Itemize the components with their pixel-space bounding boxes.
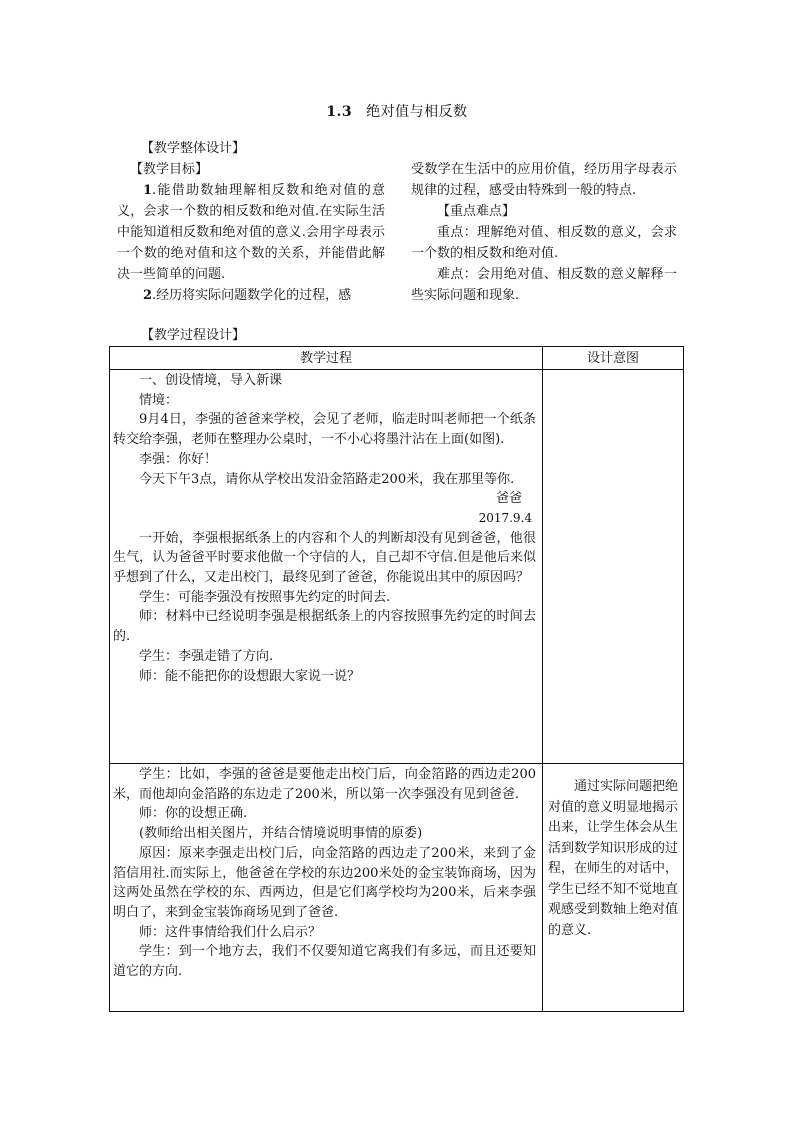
row2-teacher-1: 师：你的设想正确. (139, 806, 248, 822)
objective-2-overflow (411, 159, 677, 201)
section-number: 1.3 (326, 104, 353, 120)
objective-2 (117, 285, 385, 306)
row2-reason: 原因：原来李强走出校门后，向金箔路的西边走了200米，来到了金箔信用社.而实际上，他爸爸在学校的东边200米处的金宝装饰商场，因为这两处虽然在学校的东、西两边，但是它们离学校均为200米，后来李强明白了，来到金宝装饰商场见到了爸爸. (113, 845, 536, 920)
objective-2-text-cont: 受数学在生活中的应用价值，经历用字母表示规律的过程，感受由特殊到一般的特点. (411, 162, 677, 198)
difficult-point: 难点：会用绝对值、相反数的意义解释一些实际问题和现象. (411, 267, 677, 303)
left-column (117, 159, 385, 306)
page-title (0, 101, 794, 121)
column-divider (542, 347, 543, 1011)
keypoints-heading: 【重点难点】 (437, 204, 516, 219)
row1-note-date: 2017.9.4 (478, 510, 532, 525)
objective-2-continuation (411, 159, 677, 201)
row1-story: 9月4日，李强的爸爸来学校，会见了老师，临走时叫老师把一个纸条转交给李强，老师在整理办公桌时，一不小心将墨汁沾在上面(如图). (113, 412, 536, 448)
objective-1 (117, 180, 385, 285)
right-column (411, 159, 677, 306)
design-intent-paragraph: 通过实际问题把绝对值的意义明显地揭示出来，让学生体会从生活到数学知识形成的过程，在师生的对话中，学生已经不知不觉地直观感受到数轴上绝对值的意义. (548, 779, 679, 938)
objective-2-text: .经历将实际问题数学化的过程，感 (152, 288, 352, 303)
row-1-content (113, 371, 536, 686)
objective-1-number: 1 (143, 183, 153, 198)
section-title: 绝对值与相反数 (366, 104, 468, 120)
objectives-heading: 【教学目标】 (130, 162, 209, 177)
row2-student-2: 学生：到一个地方去，我们不仅要知道它离我们有多远，而且还要知道它的方向. (113, 944, 536, 980)
header-design-intent: 设计意图 (586, 351, 639, 366)
header-teaching-process: 教学过程 (299, 351, 352, 366)
row1-teacher-1: 师：材料中已经说明李强是根据纸条上的内容按照事先约定的时间去的. (113, 609, 536, 645)
row1-teacher-2: 师：能不能把你的设想跟大家说一说？ (139, 668, 361, 684)
row1-note-signature: 爸爸 (495, 491, 522, 507)
row-divider (110, 763, 683, 764)
row1-student-2: 学生：李强走错了方向. (139, 648, 274, 664)
row2-teacher-2: 师：这件事情给我们什么启示？ (139, 924, 322, 940)
overall-design-heading: 【教学整体设计】 (141, 141, 246, 156)
row1-question: 一开始，李强根据纸条上的内容和个人的判断却没有见到爸爸，他很生气，认为爸爸平时要求他做一个守信的人，自己却不守信.但是他后来似乎想到了什么，又走出校门，最终见到了爸爸，你能说出其中的原因吗？ (113, 530, 536, 586)
row-2-content (113, 765, 536, 982)
row2-teacher-note: (教师给出相关图片，并结合情境说明事情的原委) (139, 826, 423, 842)
row1-note-body: 今天下午3点，请你从学校出发沿金箔路走200米，我在那里等你. (139, 471, 515, 487)
process-design-heading: 【教学过程设计】 (141, 328, 246, 343)
row1-student-1: 学生：可能李强没有按照事先约定的时间去. (139, 589, 391, 605)
objective-1-text: .能借助数轴理解相反数和绝对值的意义，会求一个数的相反数和绝对值.在实际生活中能知道相反数和绝对值的意义.会用字母表示一个数的绝对值和这个数的关系，并能借此解决一些简单的问题. (117, 183, 385, 282)
key-point: 重点：理解绝对值、相反数的意义，会求一个数的相反数和绝对值. (411, 225, 677, 261)
row1-scenario-label: 情境： (139, 392, 179, 408)
objective-2-number: 2 (143, 288, 153, 303)
row2-student-1: 学生：比如，李强的爸爸是要他走出校门后，向金箔路的西边走200米，而他却向金箔路的东边走了200米，所以第一次李强没有见到爸爸. (113, 767, 536, 802)
teaching-process-table (109, 346, 684, 1012)
row1-note-greeting: 李强：你好！ (139, 451, 218, 467)
design-intent-text (548, 777, 678, 941)
header-divider (110, 369, 683, 370)
row1-section-title: 一、创设情境，导入新课 (139, 373, 283, 388)
